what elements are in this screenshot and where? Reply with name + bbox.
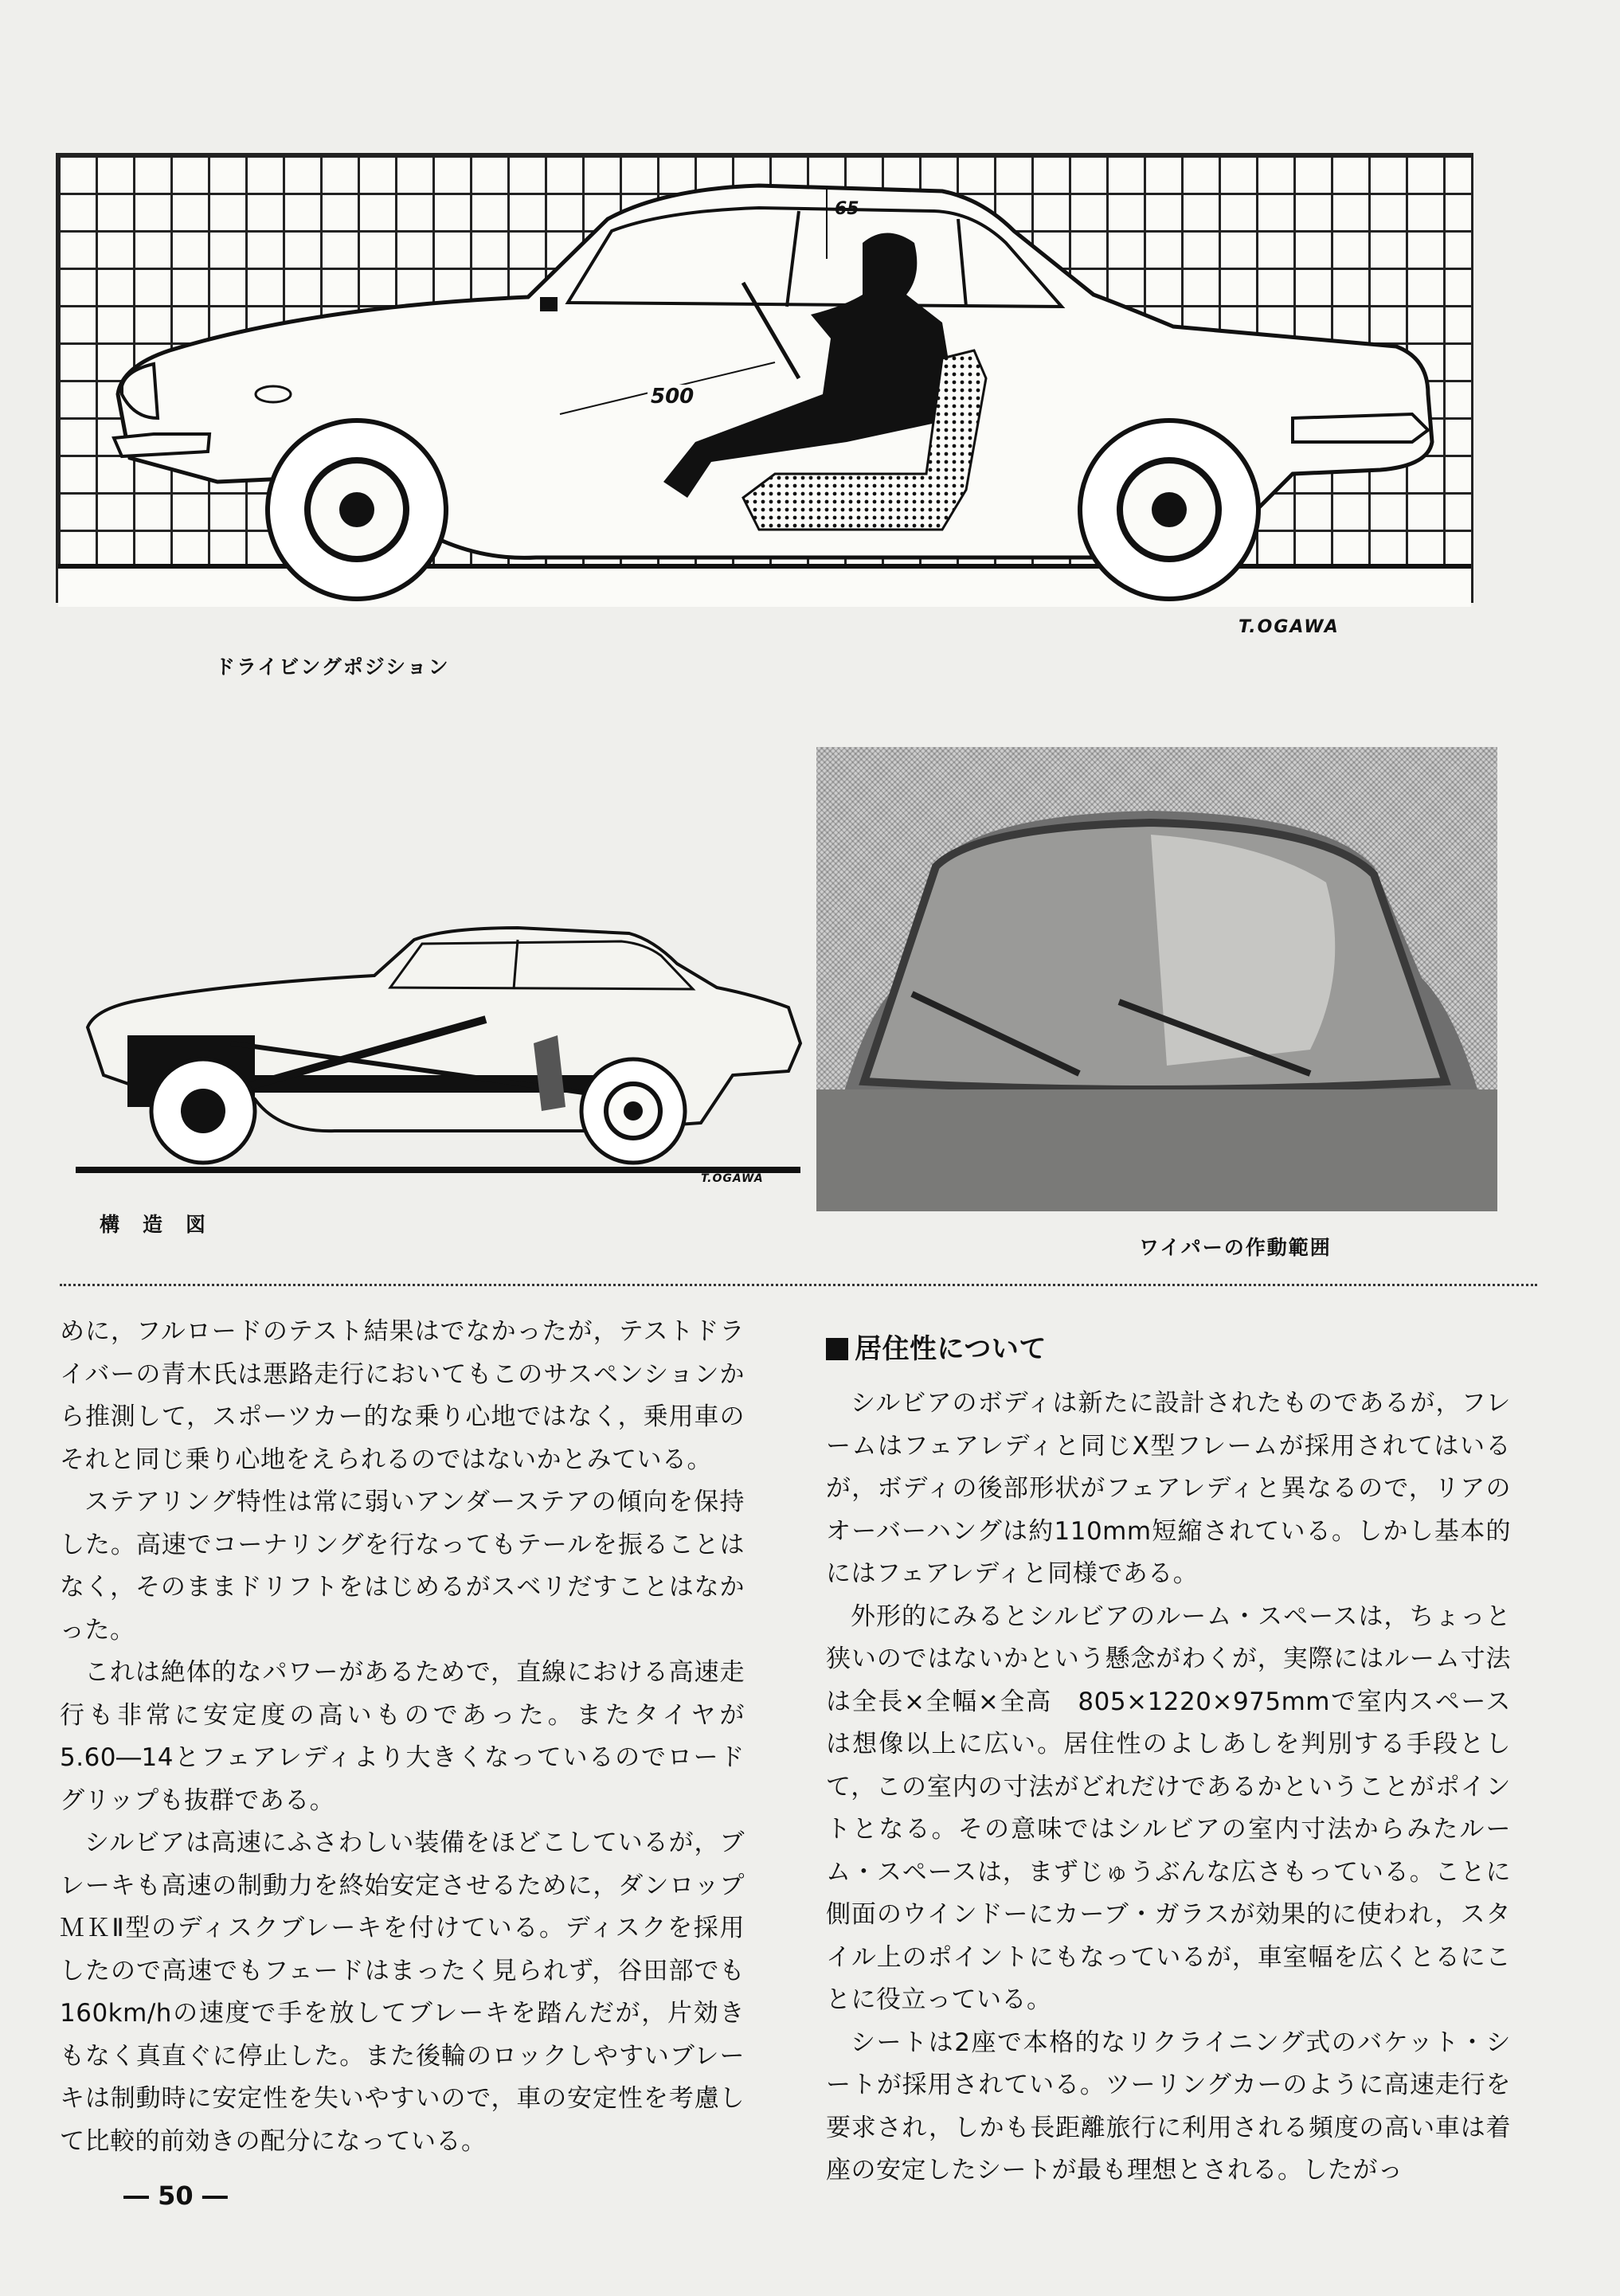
left-paragraph-3: これは絶体的なパワーがあるためで，直線における高速走行も非常に安定度の高いものであった。またタイヤが5.60―14とフェアレディより大きくなっているのでロードグリップも抜群である。 [60, 1658, 745, 1815]
page-number: ― 50 ― [123, 2181, 228, 2211]
right-paragraph-1: シルビアのボディは新たに設計されたものであるが，フレームはフェアレディと同じX型フレームが採用されてはいるが，ボディの後部形状がフェアレディと異なるので，リアのオーバーハングは約110mm短縮されている。しかし基本的にはフェアレディと同様である。 [826, 1389, 1511, 1588]
car-side-view-drawing [58, 155, 1476, 605]
wiper-photo [816, 747, 1497, 1211]
wiper-caption: ワイパーの作動範囲 [1139, 1236, 1332, 1259]
left-paragraph-4: シルビアは高速にふさわしい装備をほどこしているが，ブレーキも高速の制動力を終始安定させるために，ダンロップＭＫⅡ型のディスクブレーキを付けている。ディスクを採用したので高速でもフェードはまったく見られず，谷田部でも160km/hの速度で手を放してブレーキを踏んだが，片効きもなく真直ぐに停止した。また後輪のロックしやすいブレーキは制動時に安定性を失いやすいので，車の安定性を考慮して比較的前効きの配分になっている。 [60, 1829, 745, 2156]
dim-reach-label: 500 [648, 385, 697, 409]
windshield-photo-drawing [816, 747, 1497, 1211]
structure-caption: 構 造 図 [100, 1213, 208, 1236]
left-paragraph-2: ステアリング特性は常に弱いアンダーステアの傾向を保持した。高速でコーナリングを行なってもテールを振ることはなく，そのままドリフトをはじめるがスベリだすことはなかった。 [60, 1488, 745, 1645]
driving-position-caption: ドライビングポジション [215, 655, 450, 679]
driving-position-figure [56, 153, 1473, 603]
section-heading-text: 居住性について [855, 1333, 1047, 1365]
heading-square-icon [826, 1338, 848, 1360]
dim-roof-label: 65 [835, 199, 859, 219]
right-paragraph-2: 外形的にみるとシルビアのルーム・スペースは，ちょっと狭いのではないかという懸念がわくが，実際にはルーム寸法は全長×全幅×全高 805×1220×975mmで室内スペースは想像以上に広い。居住性のよしあしを判別する手段として，この室内の寸法がどれだけであるかということがポイントとなる。その意味ではシルビアの室内寸法からみたルーム・スペースは，まずじゅうぶんな広さもっている。ことに側面のウインドーにカーブ・ガラスが効果的に使われ，スタイル上のポイントにもなっているが，車室幅を広くとるにことに役立っている。 [826, 1602, 1511, 2014]
left-text-column [60, 1311, 745, 2163]
car-structure-drawing [72, 924, 808, 1187]
structure-figure [72, 924, 808, 1187]
driving-figure-signature: T.OGAWA [1238, 617, 1340, 637]
left-paragraph-1: めに，フルロードのテスト結果はでなかったが，テストドライバーの青木氏は悪路走行においてもこのサスペンションから推測して，スポーツカー的な乗り心地ではなく，乗用車のそれと同じ乗り心地をえられるのではないかとみている。 [60, 1317, 745, 1474]
right-paragraph-3: シートは2座で本格的なリクライニング式のバケット・シートが採用されている。ツーリングカーのように高速走行を要求され，しかも長距離旅行に利用される頻度の高い車は着座の安定したシートが最も理想とされる。したがっ [826, 2028, 1511, 2185]
structure-figure-signature: T.OGAWA [701, 1172, 764, 1185]
right-text-column [826, 1328, 1511, 2192]
section-divider [60, 1284, 1537, 1286]
section-heading [826, 1328, 1511, 1370]
